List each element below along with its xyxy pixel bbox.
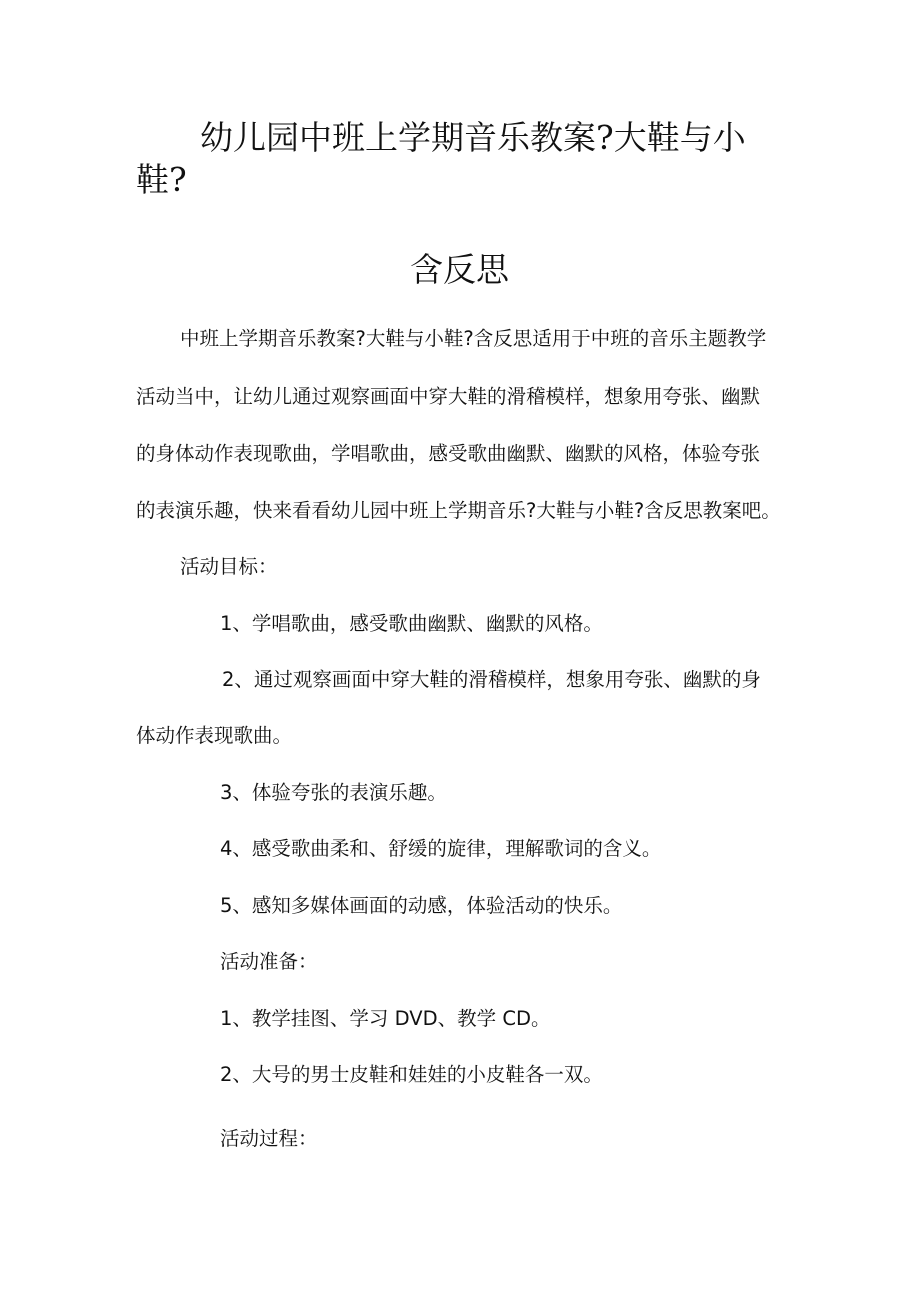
document-title-line-2: 鞋? xyxy=(136,160,187,199)
goal-item-2-continued: 体动作表现歌曲。 xyxy=(136,724,293,747)
prep-heading: 活动准备： xyxy=(220,950,318,973)
goal-item-1: 1、学唱歌曲，感受歌曲幽默、幽默的风格。 xyxy=(220,612,603,635)
process-heading: 活动过程： xyxy=(220,1127,318,1150)
goal-item-4: 4、感受歌曲柔和、舒缓的旋律，理解歌词的含义。 xyxy=(220,837,662,860)
goal-item-5: 5、感知多媒体画面的动感，体验活动的快乐。 xyxy=(220,894,623,917)
goal-item-3: 3、体验夸张的表演乐趣。 xyxy=(220,781,447,804)
document-title-line-3: 含反思 xyxy=(410,250,509,289)
prep-item-2: 2、大号的男士皮鞋和娃娃的小皮鞋各一双。 xyxy=(220,1063,603,1086)
goal-item-2: 2、通过观察画面中穿大鞋的滑稽模样，想象用夸张、幽默的身 xyxy=(222,668,761,691)
intro-paragraph-line-2: 活动当中，让幼儿通过观察画面中穿大鞋的滑稽模样，想象用夸张、幽默 xyxy=(136,385,761,408)
intro-paragraph-line-4: 的表演乐趣，快来看看幼儿园中班上学期音乐?大鞋与小鞋?含反思教案吧。 xyxy=(136,499,781,522)
prep-item-1: 1、教学挂图、学习 DVD、教学 CD。 xyxy=(220,1007,551,1030)
document-title-line-1: 幼儿园中班上学期音乐教案?大鞋与小 xyxy=(200,118,746,157)
intro-paragraph-line-3: 的身体动作表现歌曲，学唱歌曲，感受歌曲幽默、幽默的风格，体验夸张 xyxy=(136,442,761,465)
goals-heading: 活动目标： xyxy=(180,555,278,578)
intro-paragraph-line-1: 中班上学期音乐教案?大鞋与小鞋?含反思适用于中班的音乐主题教学 xyxy=(180,327,767,350)
